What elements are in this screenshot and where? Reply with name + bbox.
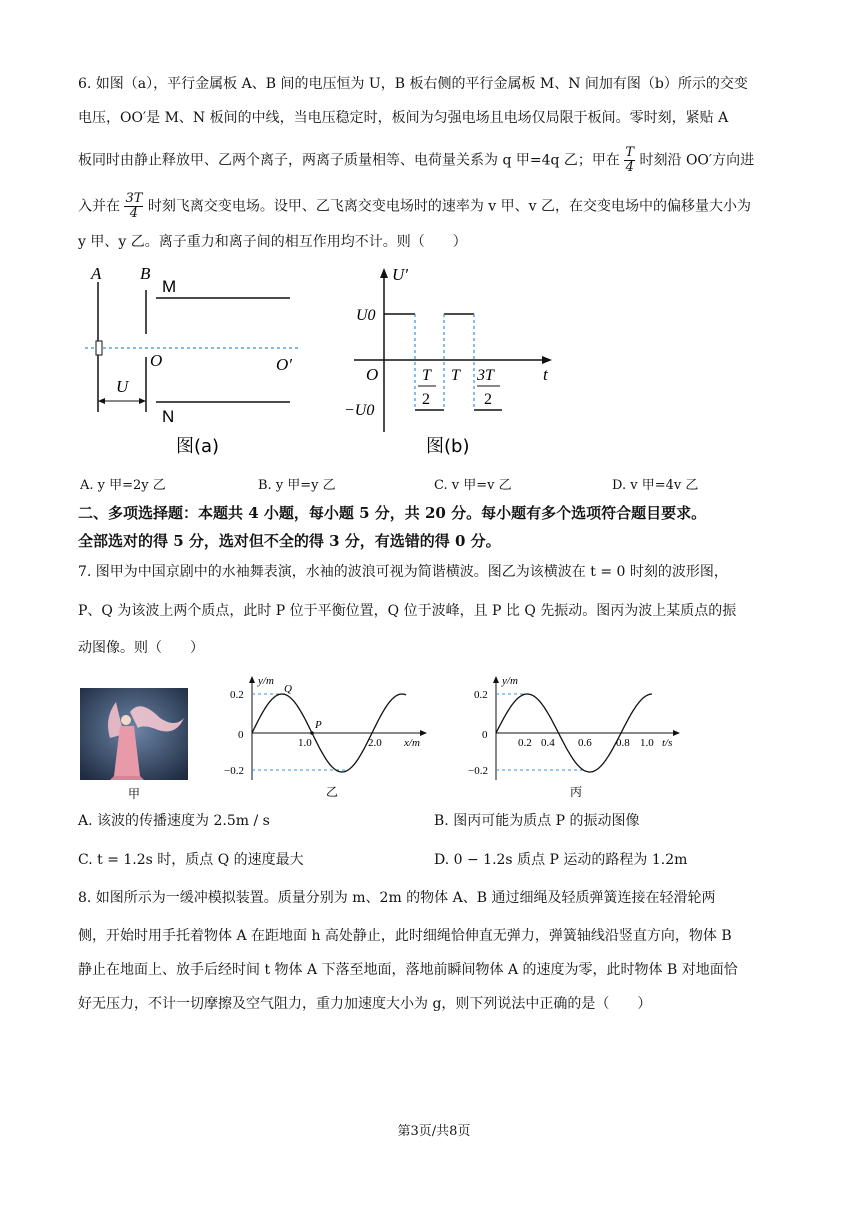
bing-ylabel: y/m [502,675,518,687]
bing-tick-1: 0.2 [518,737,532,749]
tick-t-half-den: 2 [422,391,430,408]
figure-bing-vibration-graph [466,670,681,806]
figure-jia-caption: 甲 [128,787,141,801]
q6-line-2: 电压，OO′是 M、N 板间的中线，当电压稳定时，板间为匀强电场且电场仅局限于板间。零时刻，紧贴 A [78,110,729,126]
q6-line-5: y 甲、y 乙。离子重力和离子间的相互作用均不计。则（ ） [78,234,467,250]
tick-3t-half-den: 2 [484,391,492,408]
label-O: O [150,351,163,370]
figure-yi-wave-graph [218,670,428,806]
label-B: B [140,264,151,283]
q7-option-b: B. 图丙可能为质点 P 的振动图像 [434,813,640,829]
q6-line-4 [78,192,798,221]
label-u0: U0 [356,307,376,324]
q6-option-d: D. v 甲=4v 乙 [612,478,699,493]
figure-jia-photo [80,688,190,806]
bing-y-bot: −0.2 [468,765,488,777]
figure-yi-caption: 乙 [326,785,339,799]
label-A: A [91,264,102,283]
q8-line-1: 8. 如图所示为一缓冲模拟装置。质量分别为 m、2m 的物体 A、B 通过细绳及轻质弹簧连接在轻滑轮两 [78,890,716,906]
yi-y-bot: −0.2 [224,765,244,777]
axis-label-u-prime: U′ [392,265,408,284]
bing-tick-2: 0.4 [541,737,555,749]
label-M: M [162,277,177,296]
section-2-heading-line-2: 全部选对的得 5 分，选对但不全的得 3 分，有选错的得 0 分。 [78,532,501,550]
yi-x-tick-1: 1.0 [298,737,312,749]
yi-xlabel: x/m [404,737,420,749]
q6-line-3-text: 板同时由静止释放甲、乙两个离子，两离子质量相等、电荷量关系为 q 甲=4q 乙；甲在 [78,152,620,169]
q6-option-c: C. v 甲=v 乙 [434,478,512,493]
q7-option-d: D. 0 − 1.2s 质点 P 运动的路程为 1.2m [434,852,688,868]
bing-xlabel: t/s [662,737,673,749]
q8-line-2: 侧，开始时用手托着物体 A 在距地面 h 高处静止，此时细绳恰伸直无弹力，弹簧轴线沿竖直方向，物体 B [78,928,732,944]
q7-line-1: 7. 图甲为中国京剧中的水袖舞表演，水袖的波浪可视为简谐横波。图乙为该横波在 t = 0 时刻的波形图， [78,564,728,580]
q7-line-3: 动图像。则（ ） [78,640,204,656]
q7-option-a: A. 该波的传播速度为 2.5m / s [78,813,270,829]
section-2-heading-line-1: 二、多项选择题：本题共 4 小题，每小题 5 分，共 20 分。每小题有多个选项符合题目要求。 [78,504,707,522]
label-neg-u0: −U0 [344,402,375,419]
figure-a-diagram [80,262,320,462]
label-O-prime: O′ [276,355,292,374]
tick-3t-half-num: 3T [477,367,494,384]
tick-t-half-num: T [422,367,431,384]
q6-option-a: A. y 甲=2y 乙 [80,478,166,493]
yi-ylabel: y/m [258,675,274,687]
q6-line-4-text-b: 时刻飞离交变电场。设甲、乙飞离交变电场时的速率为 v 甲、v 乙，在交变电场中的偏移量大小为 [147,198,752,215]
yi-x-tick-2: 2.0 [368,737,382,749]
q6-line-3 [78,146,798,175]
label-origin: O [366,365,379,384]
q8-line-4: 好无压力，不计一切摩擦及空气阻力，重力加速度大小为 g，则下列说法中正确的是（ ） [78,996,652,1012]
tick-t: T [451,367,460,384]
q8-line-3: 静止在地面上、放手后经时间 t 物体 A 下落至地面，落地前瞬间物体 A 的速度为零，此时物体 B 对地面恰 [78,962,738,978]
yi-y-top: 0.2 [230,689,244,701]
figure-a-caption: 图(a) [176,436,220,457]
label-point-P: P [315,719,322,731]
fraction-3t-over-4: $\frac{3T}{4}$ [125,191,143,221]
label-point-Q: Q [284,683,292,695]
figure-b-graph [340,262,560,462]
q7-line-2: P、Q 为该波上两个质点，此时 P 位于平衡位置，Q 位于波峰，且 P 比 Q 先振动。图丙为波上某质点的振 [78,603,737,619]
bing-tick-4: 0.8 [616,737,630,749]
page-footer: 第3页/共8页 [397,1124,471,1139]
yi-y-zero: 0 [238,729,244,741]
fraction-t-over-4: $\frac{T}{4}$ [625,145,635,175]
q6-line-3-text-b: 时刻沿 OO′方向进 [639,152,755,169]
bing-y-zero: 0 [482,729,488,741]
figure-b-caption: 图(b) [426,436,470,457]
bing-tick-3: 0.6 [578,737,592,749]
bing-y-top: 0.2 [474,689,488,701]
label-U: U [116,377,129,396]
q7-option-c: C. t = 1.2s 时，质点 Q 的速度最大 [78,852,304,868]
q6-line-1: 6. 如图（a），平行金属板 A、B 间的电压恒为 U，B 板右侧的平行金属板 M、N 间加有图（b）所示的交变 [78,76,748,92]
label-N: N [162,407,175,426]
bing-tick-5: 1.0 [640,737,654,749]
q6-line-4-text: 入并在 [78,198,120,215]
axis-label-t: t [543,365,548,384]
q6-option-b: B. y 甲=y 乙 [258,478,336,493]
figure-bing-caption: 丙 [570,785,583,799]
